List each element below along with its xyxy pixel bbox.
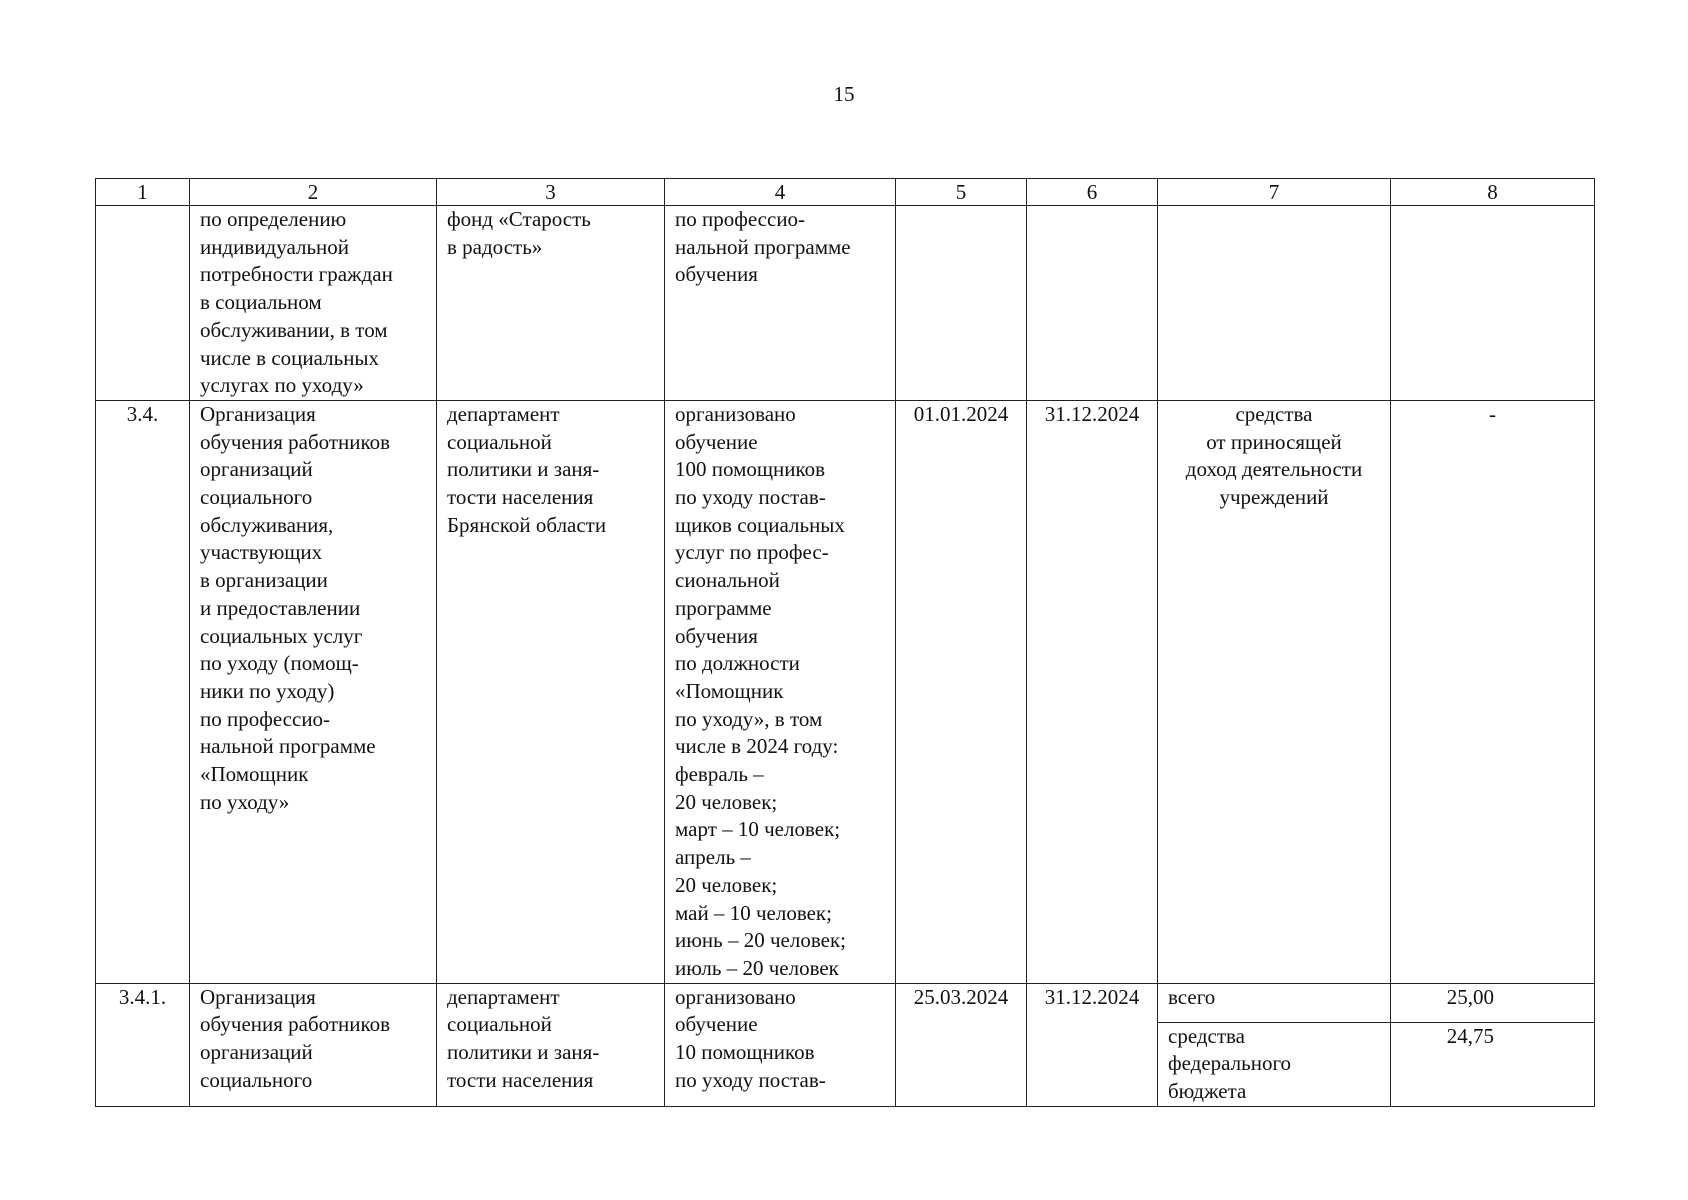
- end-date-cell: [1027, 206, 1158, 401]
- column-number: 3: [437, 179, 665, 206]
- funding-source-cell: средства федерального бюджета: [1158, 1022, 1391, 1106]
- column-number: 7: [1158, 179, 1391, 206]
- start-date-cell: 25.03.2024: [896, 983, 1027, 1106]
- amount-cell: 24,75: [1391, 1022, 1595, 1106]
- start-date-cell: 01.01.2024: [896, 400, 1027, 983]
- item-number-cell: 3.4.1.: [96, 983, 190, 1106]
- funding-source-cell: [1158, 206, 1391, 401]
- end-date-cell: 31.12.2024: [1027, 400, 1158, 983]
- column-number: 6: [1027, 179, 1158, 206]
- column-number: 1: [96, 179, 190, 206]
- amount-cell: -: [1391, 400, 1595, 983]
- result-cell: организовано обучение 10 помощников по уходу постав-: [665, 983, 896, 1106]
- measure-name-cell: Организация обучения работников организаций социального: [190, 983, 437, 1106]
- funding-source-cell: всего: [1158, 983, 1391, 1022]
- funding-source-cell: средства от приносящей доход деятельности учреждений: [1158, 400, 1391, 983]
- column-number: 5: [896, 179, 1027, 206]
- amount-cell: [1391, 206, 1595, 401]
- start-date-cell: [896, 206, 1027, 401]
- column-numbers-row: [96, 179, 1595, 206]
- measure-name-cell: по определению индивидуальной потребности граждан в социальном обслуживании, в том числе в социальных услугах по уходу»: [190, 206, 437, 401]
- table-row: [96, 983, 1595, 1022]
- responsible-cell: департамент социальной политики и заня- тости населения Брянской области: [437, 400, 665, 983]
- table-row: [96, 400, 1595, 983]
- amount-cell: 25,00: [1391, 983, 1595, 1022]
- measures-table: [95, 178, 1595, 1107]
- page-number: 15: [833, 82, 855, 106]
- column-number: 4: [665, 179, 896, 206]
- result-cell: по профессио- нальной программе обучения: [665, 206, 896, 401]
- item-number-cell: [96, 206, 190, 401]
- table-row: [96, 206, 1595, 401]
- responsible-cell: фонд «Старость в радость»: [437, 206, 665, 401]
- end-date-cell: 31.12.2024: [1027, 983, 1158, 1106]
- item-number-cell: 3.4.: [96, 400, 190, 983]
- responsible-cell: департамент социальной политики и заня- тости населения: [437, 983, 665, 1106]
- result-cell: организовано обучение 100 помощников по уходу постав- щиков социальных услуг по профес- сиональной программе обучения по должности «Помощник по уходу», в том числе в 2024 году: февраль – 20 человек; март – 10 человек; апрель – 20 человек; май – 10 человек; июнь – 20 человек; июль – 20 человек: [665, 400, 896, 983]
- column-number: 8: [1391, 179, 1595, 206]
- measure-name-cell: Организация обучения работников организаций социального обслуживания, участвующих в организации и предоставлении социальных услуг по уходу (помощ- ники по уходу) по профессио- нальной программе «Помощник по уходу»: [190, 400, 437, 983]
- column-number: 2: [190, 179, 437, 206]
